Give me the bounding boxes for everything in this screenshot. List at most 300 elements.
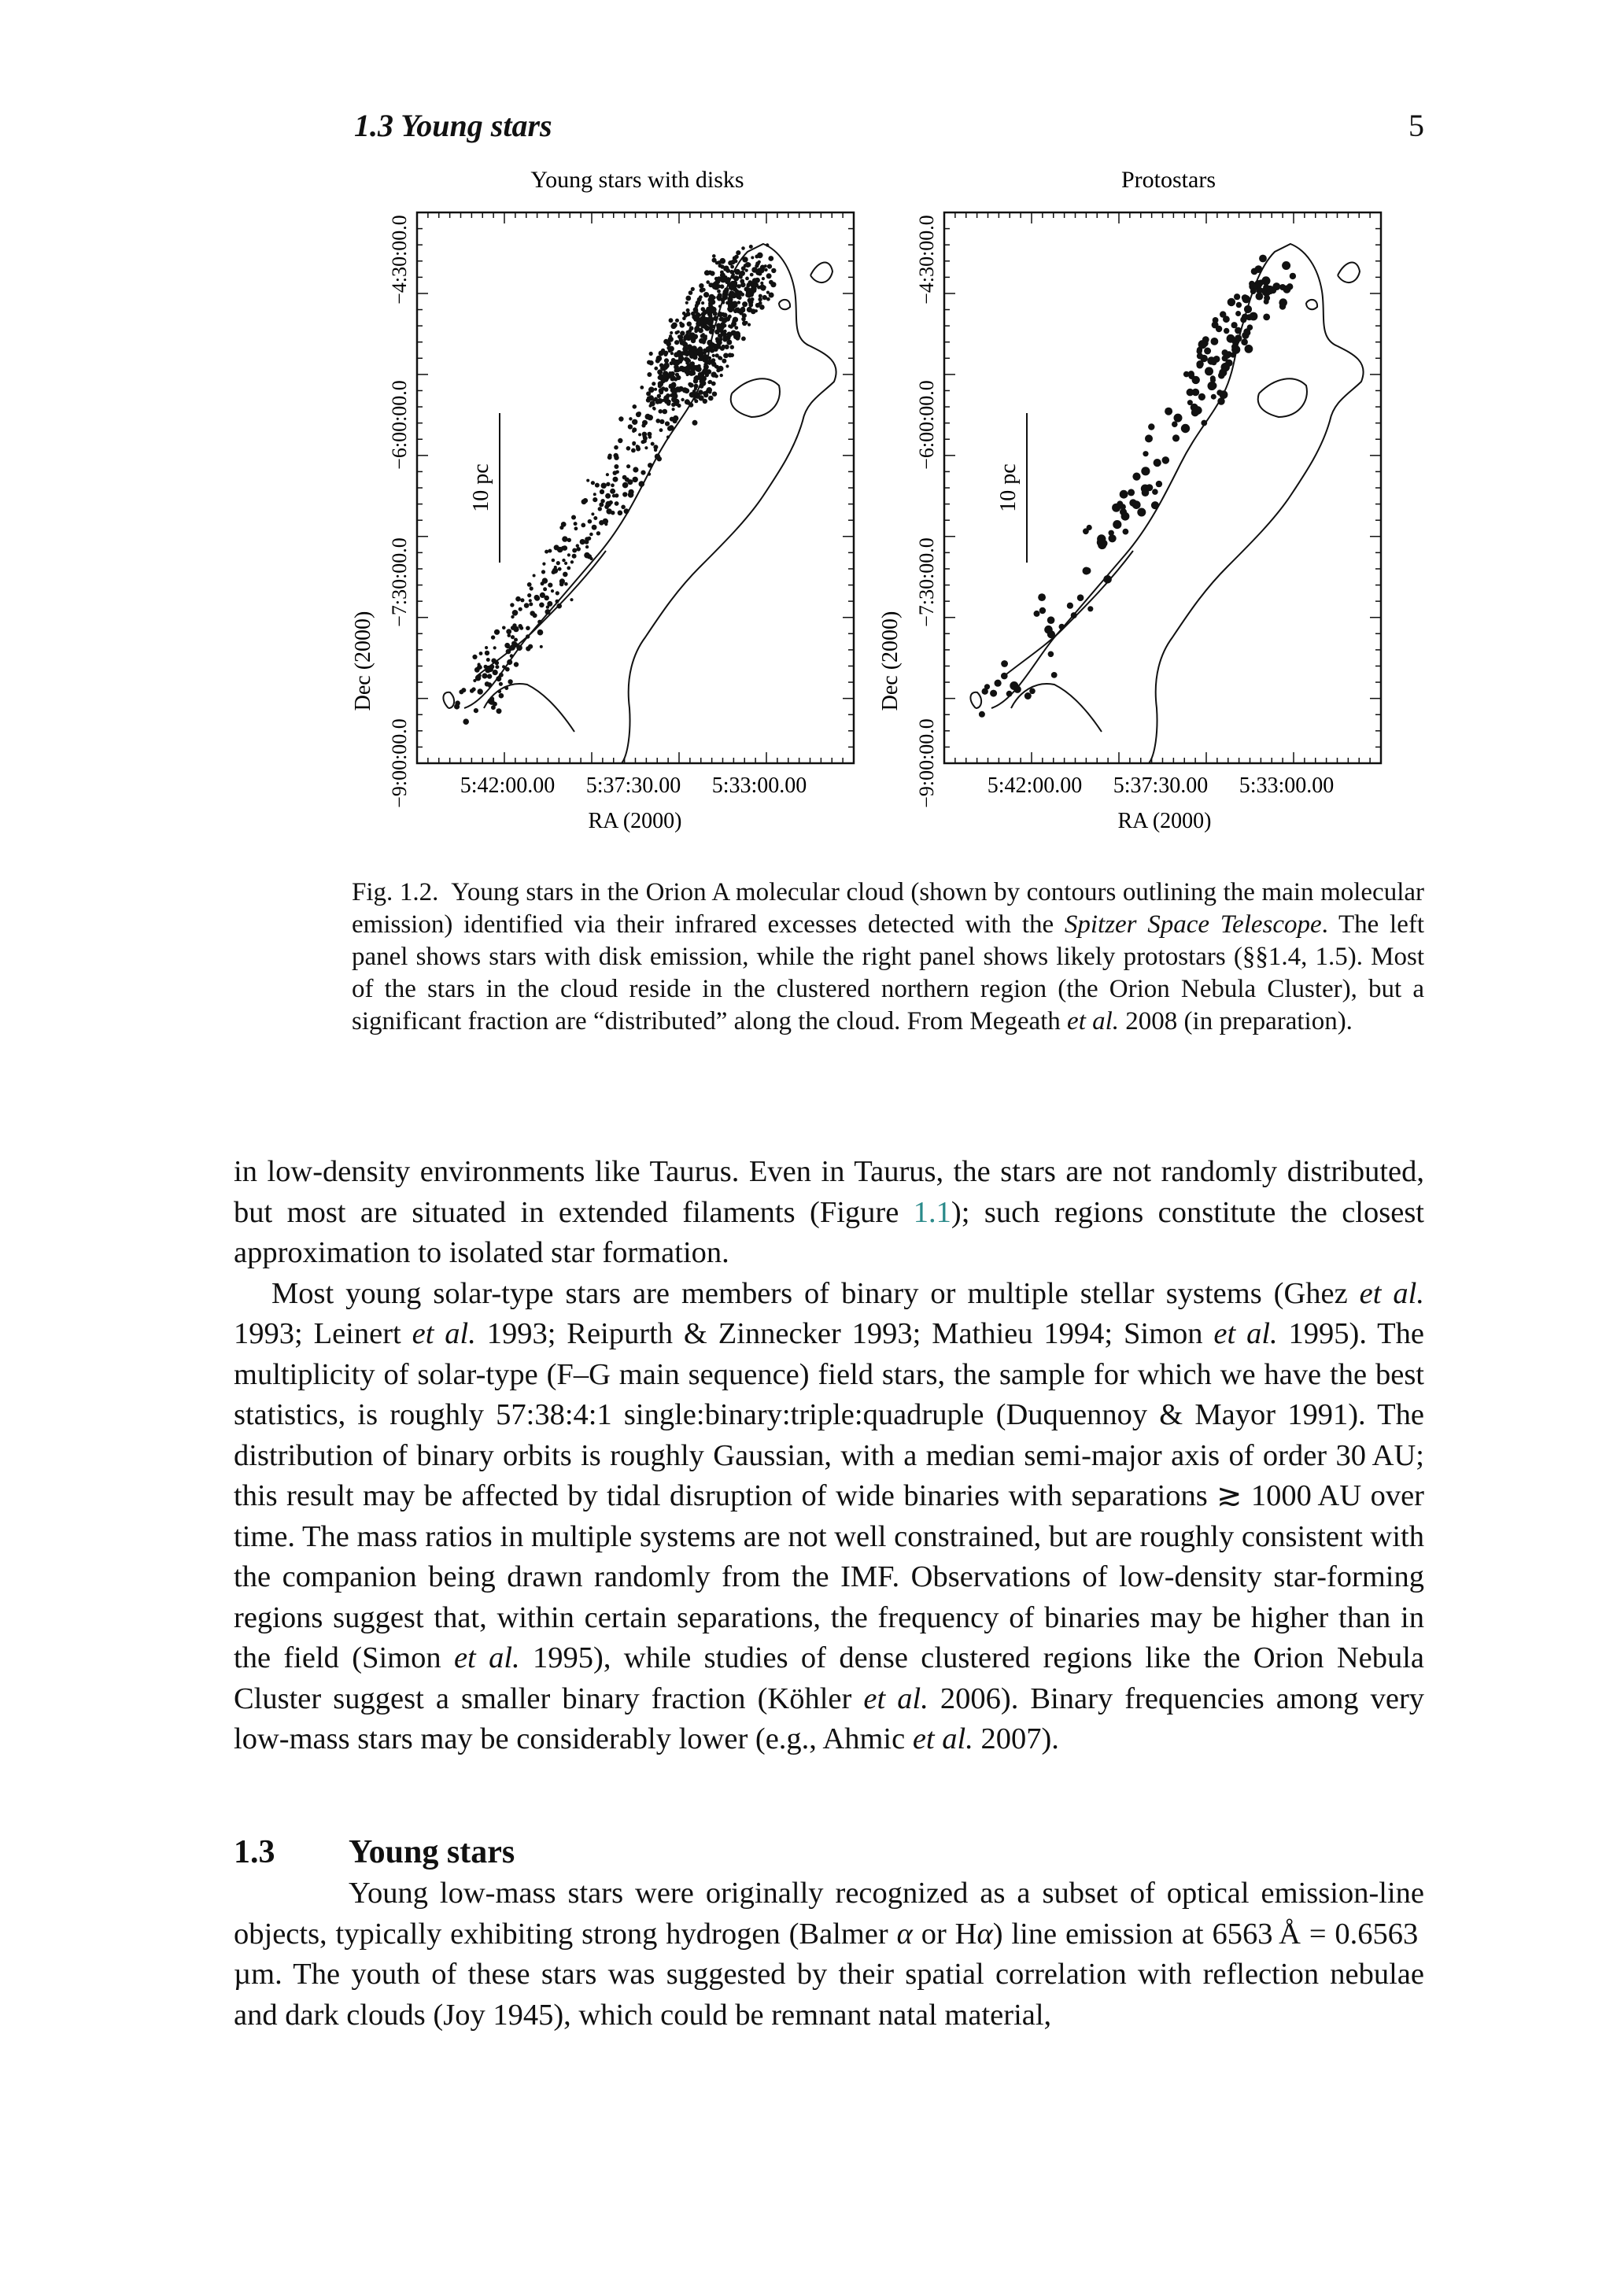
left-star-dot bbox=[718, 317, 722, 321]
para2-etal-6: et al. bbox=[912, 1722, 973, 1755]
left-star-dot bbox=[733, 275, 739, 281]
right-protostar-dot bbox=[1084, 567, 1091, 574]
left-star-dot bbox=[540, 592, 545, 598]
left-star-dot bbox=[770, 282, 776, 287]
right-protostar-dot bbox=[1137, 508, 1146, 517]
left-star-dot bbox=[541, 570, 545, 574]
left-star-dot bbox=[728, 324, 732, 328]
left-star-dot bbox=[519, 607, 522, 611]
left-star-dot bbox=[771, 268, 776, 273]
right-protostar-dot bbox=[1048, 652, 1054, 658]
right-scale-label: 10 pc bbox=[996, 463, 1021, 512]
left-star-dot bbox=[618, 438, 622, 443]
left-star-dot bbox=[600, 489, 604, 494]
para3-alpha-1: α bbox=[896, 1917, 913, 1951]
right-protostar-dot bbox=[1001, 660, 1008, 667]
left-star-dot bbox=[572, 554, 577, 559]
left-star-dot bbox=[606, 508, 611, 514]
left-star-dot bbox=[712, 392, 717, 397]
left-panel bbox=[351, 167, 854, 833]
left-star-dot bbox=[699, 338, 704, 344]
paragraph-1 bbox=[234, 1152, 1424, 1274]
left-star-dot bbox=[499, 682, 503, 686]
left-star-dot bbox=[733, 282, 738, 288]
left-star-dot bbox=[615, 501, 619, 506]
left-star-dot bbox=[520, 598, 524, 602]
right-protostar-dot bbox=[1231, 344, 1238, 350]
left-star-dot bbox=[647, 432, 652, 437]
left-star-dot bbox=[674, 369, 678, 373]
right-protostar-dot bbox=[1152, 489, 1158, 495]
left-star-dot bbox=[604, 522, 607, 526]
right-protostar-dot bbox=[1113, 520, 1121, 529]
left-star-dot bbox=[584, 552, 590, 559]
left-star-dot bbox=[526, 634, 530, 638]
left-star-dot bbox=[631, 448, 636, 453]
left-star-dot bbox=[605, 501, 611, 508]
right-protostar-dot bbox=[1192, 376, 1200, 384]
left-star-dot bbox=[485, 666, 491, 671]
left-star-dot bbox=[694, 353, 697, 356]
right-protostar-dot bbox=[1224, 328, 1229, 334]
para2-text-3: 1993; Reipurth & Zinnecker 1993; Mathieu 1994; Simon bbox=[486, 1317, 1203, 1350]
left-star-dot bbox=[659, 374, 663, 378]
left-star-dot bbox=[519, 624, 522, 628]
left-star-dot bbox=[659, 409, 663, 414]
left-star-dot bbox=[766, 243, 769, 246]
left-star-dot bbox=[474, 667, 480, 673]
left-star-dot bbox=[567, 567, 570, 570]
left-star-dot bbox=[495, 665, 499, 669]
left-star-dot bbox=[628, 424, 633, 429]
left-star-dot bbox=[686, 359, 690, 363]
left-star-dot bbox=[675, 373, 679, 377]
left-star-dot bbox=[504, 643, 510, 648]
left-star-dot bbox=[636, 412, 641, 417]
right-protostar-dot bbox=[1029, 688, 1036, 695]
left-star-dot bbox=[755, 309, 758, 312]
figure-link-1-1[interactable]: 1.1 bbox=[913, 1195, 951, 1229]
left-ytick-3: −6:00:00.0 bbox=[388, 380, 411, 470]
left-star-dot bbox=[659, 351, 664, 356]
left-star-dot bbox=[470, 688, 474, 693]
body-text bbox=[234, 1152, 1424, 1760]
left-star-dot bbox=[493, 670, 498, 675]
left-star-dot bbox=[678, 367, 683, 372]
left-star-dot bbox=[524, 603, 530, 608]
left-star-dot bbox=[696, 312, 700, 317]
left-star-dot bbox=[717, 290, 721, 293]
para2-text-4: 1995). The multiplicity of solar-type (F–G main sequence) field stars, the sample for which we have the best statistics, is roughly 57:38:4:1 single:binary:triple:quadruple (Duquennoy & Mayor 1991). The distribution of binary orbits is roughly Gaussian, with a median semi-major axis of order 30 AU; this result may be affected by tidal disruption of wide binaries with separations ≳ 1000 AU over time. The mass ratios in multiple systems are not well constrained, but are roughly consistent with the companion being drawn randomly from the IMF. Observations of low-density star-forming regions suggest that, within certain separations, the frequency of binaries may be higher than in the field (Simon bbox=[234, 1317, 1424, 1674]
left-star-dot bbox=[706, 346, 711, 351]
left-star-dot bbox=[666, 401, 671, 406]
left-star-dot bbox=[694, 330, 698, 334]
left-star-dot bbox=[724, 287, 729, 292]
right-protostar-dot bbox=[1121, 512, 1130, 521]
left-star-dot bbox=[674, 378, 678, 382]
left-star-dot bbox=[621, 505, 626, 510]
left-star-dot bbox=[610, 489, 615, 494]
left-star-dot bbox=[548, 549, 552, 553]
left-star-dot bbox=[552, 570, 556, 574]
left-star-dot bbox=[563, 572, 568, 578]
left-star-dot bbox=[716, 325, 722, 330]
left-star-dot bbox=[696, 321, 700, 326]
para2-text-1: Most young solar-type stars are members of binary or multiple stellar systems (Ghez bbox=[271, 1276, 1348, 1310]
left-star-dot bbox=[564, 562, 567, 565]
right-protostar-dot bbox=[1077, 594, 1084, 601]
left-star-dot bbox=[741, 246, 745, 250]
left-star-dot bbox=[486, 658, 490, 662]
right-cloud-contours bbox=[970, 244, 1363, 763]
right-protostar-dot bbox=[1038, 593, 1046, 601]
left-star-dot bbox=[601, 483, 607, 489]
left-star-dot bbox=[731, 260, 736, 264]
left-star-dot bbox=[494, 629, 500, 635]
left-star-dot bbox=[758, 272, 761, 275]
left-star-dot bbox=[727, 297, 733, 302]
right-protostar-dot bbox=[1103, 575, 1112, 584]
right-protostar-dot bbox=[1235, 334, 1242, 341]
left-star-dot bbox=[655, 419, 660, 423]
left-star-dot bbox=[675, 319, 679, 323]
left-star-dot bbox=[748, 323, 751, 327]
left-star-dot bbox=[493, 646, 497, 649]
left-star-dot bbox=[709, 330, 714, 334]
left-star-dot bbox=[598, 507, 602, 511]
left-star-dot bbox=[528, 644, 533, 649]
right-protostar-dot bbox=[1250, 288, 1257, 294]
para1-text-2: ); such regions constitute the closest approximation to isolated star formation. bbox=[234, 1195, 1424, 1269]
right-protostar-dot bbox=[1024, 692, 1032, 700]
left-star-dot bbox=[708, 282, 713, 287]
left-star-dot bbox=[529, 602, 533, 606]
left-star-dot bbox=[734, 326, 738, 330]
left-star-dot bbox=[615, 493, 618, 497]
left-star-dot bbox=[530, 611, 535, 616]
left-star-dot bbox=[647, 372, 652, 377]
left-star-dot bbox=[742, 257, 748, 262]
left-star-dot bbox=[651, 442, 655, 446]
left-star-dot bbox=[710, 271, 714, 275]
left-star-dot bbox=[662, 399, 665, 402]
left-star-dot bbox=[670, 393, 674, 397]
left-star-dot bbox=[527, 593, 531, 597]
left-star-dot bbox=[674, 402, 678, 406]
left-star-dot bbox=[581, 523, 585, 528]
left-star-dot bbox=[508, 679, 512, 684]
right-protostar-dot bbox=[1047, 616, 1055, 624]
left-star-dot bbox=[717, 296, 722, 301]
left-star-dot bbox=[768, 256, 773, 261]
left-star-dot bbox=[641, 423, 645, 427]
left-star-dot bbox=[511, 641, 516, 646]
left-star-dot bbox=[726, 279, 729, 282]
left-star-dot bbox=[728, 353, 733, 357]
right-protostar-dot bbox=[1146, 484, 1153, 491]
left-star-dot bbox=[539, 603, 545, 608]
right-protostar-dot bbox=[1234, 293, 1240, 300]
left-star-dot bbox=[493, 702, 497, 707]
right-y-label: Dec (2000) bbox=[878, 611, 903, 711]
right-protostar-dot bbox=[1071, 612, 1077, 618]
left-star-dot bbox=[669, 425, 674, 430]
left-star-dots bbox=[454, 243, 777, 725]
right-protostar-dot bbox=[990, 690, 997, 697]
left-star-dot bbox=[764, 264, 767, 268]
left-star-dot bbox=[750, 273, 754, 277]
section-body bbox=[234, 1873, 1424, 2036]
right-protostar-dot bbox=[1245, 345, 1253, 353]
right-x-label: RA (2000) bbox=[1117, 809, 1212, 833]
left-star-dot bbox=[686, 373, 689, 376]
left-star-dot bbox=[722, 301, 725, 304]
left-star-dot bbox=[666, 363, 670, 367]
left-star-dot bbox=[545, 550, 548, 554]
left-star-dot bbox=[607, 455, 612, 460]
left-star-dot bbox=[633, 404, 637, 409]
left-star-dot bbox=[663, 409, 668, 415]
left-star-dot bbox=[694, 387, 697, 390]
left-star-dot bbox=[664, 387, 669, 392]
left-star-dot bbox=[658, 381, 663, 386]
left-star-dot bbox=[711, 371, 717, 377]
left-star-dot bbox=[704, 334, 707, 338]
left-star-dot bbox=[758, 297, 762, 301]
left-star-dot bbox=[711, 324, 714, 327]
left-star-dot bbox=[703, 393, 708, 397]
left-star-dot bbox=[591, 481, 595, 485]
left-star-dot bbox=[700, 384, 704, 389]
left-star-dot bbox=[682, 387, 688, 393]
left-star-dot bbox=[725, 364, 729, 367]
left-star-dot bbox=[514, 662, 519, 666]
left-star-dot bbox=[677, 330, 680, 334]
left-star-dot bbox=[659, 419, 664, 424]
right-protostar-dot bbox=[1222, 349, 1228, 356]
left-star-dot bbox=[713, 316, 718, 321]
left-star-dot bbox=[593, 493, 596, 496]
left-star-dot bbox=[632, 419, 637, 425]
left-star-dot bbox=[641, 471, 645, 475]
right-protostar-dot bbox=[1279, 298, 1287, 307]
left-star-dot bbox=[614, 456, 618, 460]
left-star-dot bbox=[693, 397, 696, 401]
paragraph-2 bbox=[234, 1274, 1424, 1760]
left-star-dot bbox=[542, 578, 548, 583]
left-star-dot bbox=[659, 390, 664, 395]
left-star-dot bbox=[698, 389, 703, 394]
para2-text-6: 2006). Binary frequencies among very low-mass stars may be considerably lower (e.g., Ahmic bbox=[234, 1681, 1425, 1755]
right-protostar-dot bbox=[1282, 261, 1290, 270]
left-star-dot bbox=[547, 601, 552, 607]
left-star-dot bbox=[659, 428, 663, 432]
left-star-dot bbox=[506, 649, 511, 655]
left-star-dot bbox=[692, 369, 696, 373]
right-protostar-dot bbox=[979, 711, 985, 718]
left-star-dot bbox=[527, 582, 532, 587]
figure-1-2 bbox=[338, 157, 1440, 866]
left-star-dot bbox=[758, 260, 761, 264]
left-star-dot bbox=[615, 471, 619, 474]
right-protostar-dot bbox=[1132, 473, 1140, 481]
left-star-dot bbox=[474, 708, 478, 713]
left-star-dot bbox=[734, 269, 740, 275]
left-star-dot bbox=[540, 645, 543, 648]
left-star-dot bbox=[489, 696, 494, 701]
right-protostar-dot bbox=[1132, 500, 1141, 509]
left-star-dot bbox=[716, 368, 720, 372]
left-star-dot bbox=[633, 477, 638, 482]
para3-text-2: or H bbox=[921, 1917, 977, 1951]
left-star-dot bbox=[714, 364, 718, 368]
left-star-dot bbox=[651, 388, 654, 391]
left-star-dot bbox=[588, 519, 593, 524]
left-star-dot bbox=[618, 511, 623, 516]
right-protostar-dot bbox=[1198, 340, 1207, 349]
right-protostar-dot bbox=[1039, 607, 1046, 614]
left-star-dot bbox=[562, 536, 567, 541]
left-star-dot bbox=[668, 349, 672, 353]
left-star-dot bbox=[715, 281, 718, 284]
left-star-dot bbox=[766, 297, 770, 301]
right-protostar-dot bbox=[1209, 382, 1217, 389]
left-star-dot bbox=[766, 291, 770, 294]
left-star-dot bbox=[551, 589, 554, 592]
right-protostar-dot bbox=[995, 680, 1002, 687]
left-star-dot bbox=[718, 334, 722, 338]
right-protostar-dot bbox=[1117, 500, 1123, 507]
left-star-dot bbox=[581, 499, 587, 504]
left-star-dot bbox=[526, 626, 530, 631]
para2-text-2: 1993; Leinert bbox=[234, 1317, 401, 1350]
left-star-dot bbox=[483, 674, 486, 677]
left-star-dot bbox=[721, 322, 725, 327]
left-star-dot bbox=[559, 582, 564, 587]
left-star-dot bbox=[718, 264, 722, 268]
left-star-dot bbox=[576, 544, 579, 547]
left-star-dot bbox=[586, 479, 589, 482]
left-star-dot bbox=[744, 321, 748, 324]
left-star-dot bbox=[712, 354, 715, 357]
left-star-dot bbox=[669, 384, 673, 388]
left-star-dot bbox=[735, 308, 738, 311]
left-star-dot bbox=[593, 497, 597, 502]
left-star-dot bbox=[497, 689, 501, 693]
right-ytick-1: −9:00:00.0 bbox=[915, 718, 938, 808]
left-star-dot bbox=[659, 364, 664, 368]
left-star-dot bbox=[687, 322, 692, 327]
right-protostar-dot bbox=[1143, 451, 1148, 456]
caption-em-etal: et al. bbox=[1067, 1007, 1120, 1035]
section-number: 1.3 bbox=[234, 1834, 275, 1870]
right-protostar-dot bbox=[1231, 353, 1236, 358]
right-protostar-dot bbox=[1174, 414, 1183, 423]
right-protostar-dot bbox=[1120, 490, 1128, 499]
left-star-dot bbox=[502, 626, 506, 630]
left-star-dot bbox=[697, 364, 700, 367]
left-star-dot bbox=[574, 526, 578, 530]
left-star-dot bbox=[735, 335, 740, 340]
left-star-dot bbox=[472, 655, 477, 659]
right-protostar-dot bbox=[1013, 685, 1021, 693]
left-star-dot bbox=[665, 421, 670, 426]
right-protostar-dot bbox=[1083, 528, 1089, 534]
left-star-dot bbox=[720, 258, 726, 264]
left-star-dot bbox=[485, 651, 489, 655]
left-star-dot bbox=[755, 303, 760, 308]
left-star-dot bbox=[664, 358, 669, 363]
left-star-dot bbox=[557, 547, 563, 552]
right-protostar-dot bbox=[1109, 534, 1117, 542]
right-protostar-dot bbox=[1235, 311, 1241, 316]
left-star-dot bbox=[703, 292, 709, 297]
left-star-dot bbox=[666, 435, 670, 438]
left-star-dot bbox=[695, 305, 698, 308]
left-star-dot bbox=[723, 330, 726, 333]
left-star-dot bbox=[760, 282, 763, 285]
left-star-dot bbox=[685, 301, 689, 305]
left-star-dot bbox=[689, 326, 694, 330]
left-star-dot bbox=[632, 427, 637, 432]
left-star-dot bbox=[730, 345, 734, 349]
left-star-dot bbox=[703, 364, 709, 370]
left-star-dot bbox=[648, 472, 651, 475]
left-star-dot bbox=[741, 266, 746, 271]
left-star-dot bbox=[584, 540, 589, 544]
left-star-dot bbox=[734, 255, 738, 259]
left-star-dot bbox=[570, 560, 574, 563]
left-star-dot bbox=[632, 442, 635, 445]
para2-etal-3: et al. bbox=[1213, 1317, 1278, 1350]
left-star-dot bbox=[534, 595, 540, 600]
right-protostar-dot bbox=[1187, 400, 1193, 405]
left-xtick-2: 5:37:30.00 bbox=[585, 773, 681, 798]
left-star-dot bbox=[755, 264, 759, 268]
para2-etal-5: et al. bbox=[863, 1681, 928, 1715]
caption-text-1: Young stars in the Orion A molecular cloud (shown by contours outlining the main molecular emission) identified via their infrared excesses detected with the bbox=[352, 878, 1425, 939]
left-star-dot bbox=[592, 525, 597, 530]
left-star-dot bbox=[751, 268, 756, 272]
left-star-dot bbox=[663, 351, 668, 356]
left-star-dot bbox=[600, 499, 604, 503]
right-protostar-dot bbox=[1220, 311, 1226, 317]
left-star-dot bbox=[647, 360, 652, 365]
right-protostar-dot bbox=[1187, 389, 1194, 397]
left-star-dot bbox=[702, 288, 706, 292]
right-protostar-dot bbox=[1244, 305, 1252, 313]
left-star-dot bbox=[570, 598, 573, 601]
left-star-dot bbox=[729, 270, 733, 274]
left-star-dot bbox=[759, 305, 765, 310]
right-protostar-dot bbox=[1172, 434, 1180, 441]
left-star-dot bbox=[648, 415, 653, 420]
left-star-dot bbox=[649, 352, 653, 356]
right-protostar-dot bbox=[1263, 314, 1270, 321]
right-protostar-dot bbox=[1228, 298, 1235, 306]
left-star-dot bbox=[648, 395, 654, 401]
running-head-title: 1.3 Young stars bbox=[354, 108, 552, 143]
right-protostar-dot bbox=[1067, 603, 1073, 609]
section-heading bbox=[234, 1833, 515, 1871]
right-xtick-3: 5:33:00.00 bbox=[1239, 773, 1335, 798]
right-protostar-dot bbox=[1235, 327, 1242, 334]
left-star-dot bbox=[688, 382, 692, 386]
right-protostar-dot bbox=[1191, 408, 1199, 416]
left-star-dot bbox=[463, 718, 469, 725]
left-star-dot bbox=[689, 351, 694, 356]
left-star-dot bbox=[736, 250, 740, 255]
